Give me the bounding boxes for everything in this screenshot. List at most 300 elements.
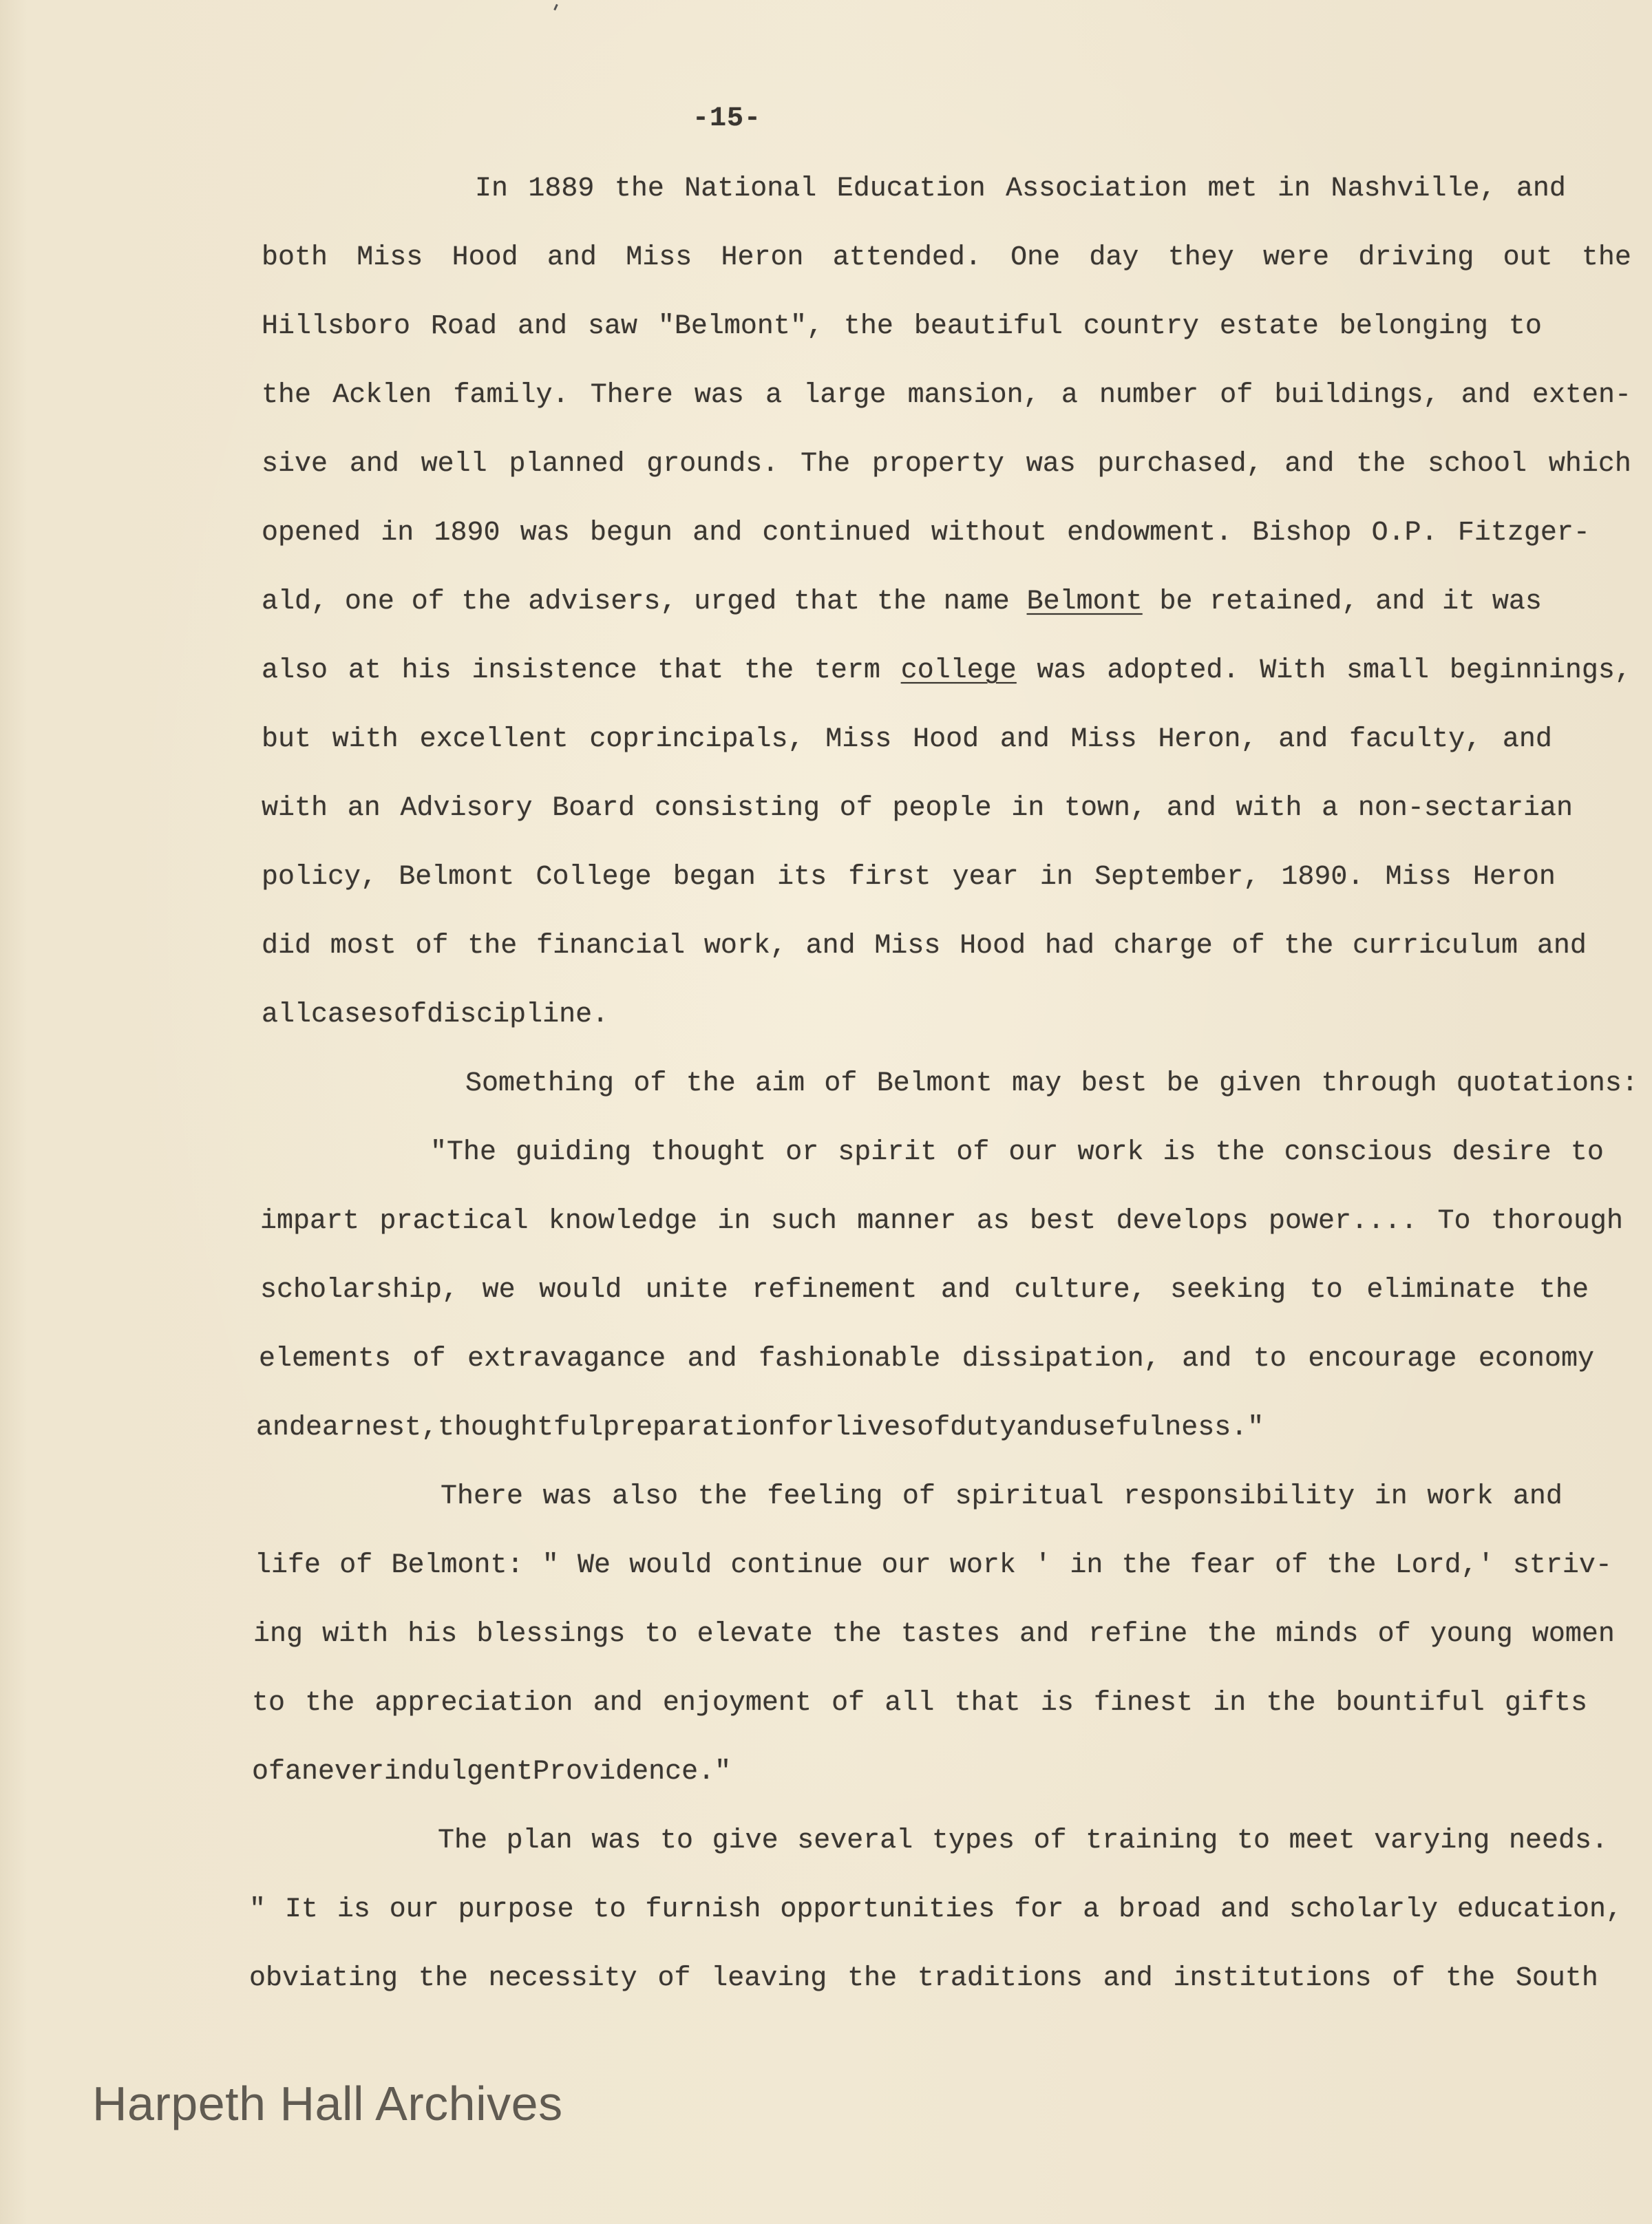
- word: ": [249, 1894, 266, 1925]
- archive-watermark: Harpeth Hall Archives: [92, 2077, 563, 2130]
- word: also: [612, 1481, 679, 1512]
- word: or: [785, 1137, 819, 1168]
- word: would: [629, 1550, 712, 1581]
- word: 1889: [528, 173, 595, 204]
- word: and: [940, 1275, 991, 1306]
- word: and: [1182, 1344, 1232, 1375]
- word: We: [577, 1550, 611, 1581]
- word: in: [381, 518, 414, 549]
- word: conscious: [1284, 1137, 1433, 1168]
- word: the: [744, 655, 794, 686]
- word: its: [777, 862, 827, 893]
- word: of: [1033, 1825, 1067, 1856]
- word: One: [1010, 242, 1061, 273]
- word: of: [394, 999, 427, 1030]
- word: buildings,: [1274, 380, 1440, 411]
- word: "The: [430, 1137, 497, 1168]
- word: through: [1321, 1068, 1437, 1099]
- word: indulgent: [384, 1757, 533, 1788]
- word: the: [1326, 1550, 1377, 1581]
- word: in: [1070, 1550, 1103, 1581]
- word: our: [1008, 1137, 1059, 1168]
- word: Heron,: [1158, 724, 1258, 755]
- word: in: [1278, 173, 1311, 204]
- word: extravagance: [467, 1344, 666, 1375]
- word: Fitzger-: [1457, 518, 1590, 549]
- word: fear: [1189, 1550, 1256, 1581]
- word: To: [1437, 1206, 1471, 1237]
- word: attended.: [832, 242, 982, 273]
- word: beginnings,: [1449, 655, 1631, 686]
- word: the: [1581, 242, 1631, 273]
- word: Advisory: [400, 793, 533, 824]
- word: also: [262, 655, 328, 686]
- word: a: [765, 380, 783, 411]
- word: his: [407, 1619, 458, 1650]
- word: best: [1081, 1068, 1147, 1099]
- word: advisers,: [528, 586, 677, 617]
- word: There: [441, 1481, 524, 1512]
- word: aim: [755, 1068, 805, 1099]
- word: varying: [1374, 1825, 1490, 1856]
- word: Board: [552, 793, 635, 824]
- word: and: [349, 449, 399, 480]
- word: enjoyment: [662, 1688, 812, 1719]
- text-line: [465, 1068, 1638, 1110]
- word: number: [1099, 380, 1199, 411]
- word: work: [949, 1550, 1016, 1581]
- word: the: [418, 1963, 468, 1994]
- word: in: [717, 1206, 751, 1237]
- word: saw: [587, 311, 637, 342]
- word: opened: [262, 518, 361, 549]
- word: small: [1346, 655, 1430, 686]
- word: College: [536, 862, 652, 893]
- word: Road: [431, 311, 498, 342]
- word: purchased,: [1097, 449, 1263, 480]
- word: develops: [1116, 1206, 1249, 1237]
- word: young: [1430, 1619, 1513, 1650]
- text-line: [260, 1206, 1623, 1247]
- word: Association: [1006, 173, 1188, 204]
- word: Heron: [1472, 862, 1556, 893]
- word: meet: [1289, 1825, 1355, 1856]
- word: was: [1026, 449, 1076, 480]
- word: consisting: [654, 793, 820, 824]
- page-number: -15-: [692, 103, 762, 134]
- word: finest: [1094, 1688, 1194, 1719]
- word: at: [348, 655, 381, 686]
- word: our: [881, 1550, 931, 1581]
- text-line: [256, 1412, 1626, 1454]
- word: ": [714, 1757, 732, 1788]
- word: Providence.: [533, 1757, 715, 1788]
- word: Miss: [357, 242, 423, 273]
- word: and: [1512, 1481, 1563, 1512]
- word: which: [1548, 449, 1631, 480]
- word: types: [931, 1825, 1015, 1856]
- word: Miss: [626, 242, 692, 273]
- word: of: [1377, 1619, 1411, 1650]
- word: beautiful: [913, 311, 1063, 342]
- word: best: [1030, 1206, 1097, 1237]
- word: obviating: [249, 1963, 399, 1994]
- word: of: [824, 1068, 858, 1099]
- word: work: [1077, 1137, 1144, 1168]
- word: and: [517, 311, 567, 342]
- word: driving: [1358, 242, 1474, 273]
- word: school: [1428, 449, 1527, 480]
- word: of: [839, 793, 873, 824]
- word: was: [694, 380, 744, 411]
- word: the: [262, 380, 312, 411]
- word: to: [1253, 1344, 1286, 1375]
- word: the: [305, 1688, 355, 1719]
- word: Bishop: [1252, 518, 1352, 549]
- word: people: [892, 793, 992, 824]
- word: the: [843, 311, 893, 342]
- word: a: [1083, 1894, 1100, 1925]
- word: to: [1508, 311, 1542, 342]
- word: institutions: [1173, 1963, 1372, 1994]
- word: to: [1570, 1137, 1604, 1168]
- word: was: [1492, 586, 1542, 617]
- text-line: [438, 1825, 1608, 1867]
- word: Hood: [960, 931, 1026, 962]
- word: "Belmont",: [657, 311, 823, 342]
- word: cases: [311, 999, 394, 1030]
- text-line: [430, 1137, 1604, 1178]
- word: blessings: [476, 1619, 626, 1650]
- word: traditions: [917, 1963, 1083, 1994]
- word: lives: [834, 1412, 918, 1443]
- word: manner: [857, 1206, 957, 1237]
- word: coprincipals,: [589, 724, 805, 755]
- word: excellent: [419, 724, 569, 755]
- word: Nashville,: [1331, 173, 1496, 204]
- word: exten-: [1532, 380, 1631, 411]
- word: was: [542, 1481, 593, 1512]
- word: Belmont: [1026, 586, 1143, 617]
- word: of: [832, 1688, 865, 1719]
- word: an: [285, 1757, 319, 1788]
- word: The: [801, 449, 851, 480]
- word: continue: [730, 1550, 863, 1581]
- word: usefulness.: [1066, 1412, 1248, 1443]
- word: power....: [1269, 1206, 1418, 1237]
- word: work: [1427, 1481, 1494, 1512]
- word: planned: [509, 449, 625, 480]
- word: Belmont: [876, 1068, 993, 1099]
- word: we: [482, 1275, 516, 1306]
- word: all: [885, 1688, 935, 1719]
- word: the: [1538, 1275, 1589, 1306]
- word: the: [1284, 931, 1334, 962]
- word: was: [520, 518, 570, 549]
- word: It: [284, 1894, 318, 1925]
- word: curriculum: [1353, 931, 1518, 962]
- word: scholarship,: [260, 1275, 459, 1306]
- word: give: [712, 1825, 779, 1856]
- word: for: [785, 1412, 835, 1443]
- word: term: [814, 655, 880, 686]
- word: to: [593, 1894, 626, 1925]
- text-line: [252, 1757, 1622, 1798]
- word: necessity: [488, 1963, 637, 1994]
- word: an: [347, 793, 381, 824]
- word: for: [1014, 1894, 1064, 1925]
- text-line: [252, 1688, 1587, 1729]
- word: urged: [694, 586, 777, 617]
- word: responsibility: [1123, 1481, 1355, 1512]
- word: 1890.: [1281, 862, 1364, 893]
- word: endowment.: [1067, 518, 1233, 549]
- word: and: [593, 1688, 643, 1719]
- word: earnest,: [306, 1412, 438, 1443]
- word: With: [1260, 655, 1326, 686]
- word: and: [1516, 173, 1566, 204]
- text-line: [262, 586, 1542, 628]
- word: grounds.: [646, 449, 779, 480]
- word: and: [1284, 449, 1335, 480]
- word: would: [539, 1275, 622, 1306]
- word: the: [614, 173, 664, 204]
- word: to: [1236, 1825, 1270, 1856]
- word: of: [902, 1481, 935, 1512]
- word: culture,: [1014, 1275, 1147, 1306]
- word: Lord,': [1395, 1550, 1494, 1581]
- word: refinement: [752, 1275, 918, 1306]
- word: is: [337, 1894, 370, 1925]
- word: of: [956, 1137, 990, 1168]
- word: seeking: [1170, 1275, 1286, 1306]
- word: elements: [259, 1344, 392, 1375]
- word: that: [954, 1688, 1021, 1719]
- word: thoughtful: [438, 1412, 604, 1443]
- word: financial: [536, 931, 686, 962]
- word: a: [1322, 793, 1339, 824]
- word: our: [389, 1894, 439, 1925]
- text-line: [262, 380, 1631, 421]
- word: without: [931, 518, 1047, 549]
- word: education,: [1457, 1894, 1622, 1925]
- word: of: [1231, 931, 1265, 962]
- word: the: [467, 931, 518, 962]
- word: life: [255, 1550, 321, 1581]
- word: ald,: [262, 586, 328, 617]
- word: September,: [1094, 862, 1260, 893]
- word: South: [1515, 1963, 1598, 1994]
- word: quotations:: [1456, 1068, 1638, 1099]
- text-line: [262, 242, 1631, 284]
- word: Belmont: [399, 862, 515, 893]
- word: O.P.: [1371, 518, 1438, 549]
- text-line: [262, 862, 1556, 903]
- word: country: [1083, 311, 1199, 342]
- word: Miss: [1385, 862, 1452, 893]
- word: was: [591, 1825, 642, 1856]
- word: the: [1356, 449, 1406, 480]
- word: they: [1167, 242, 1234, 273]
- word: that: [794, 586, 860, 617]
- word: spiritual: [955, 1481, 1104, 1512]
- word: unite: [645, 1275, 728, 1306]
- word: discipline.: [427, 999, 609, 1030]
- word: of: [1392, 1963, 1426, 1994]
- word: 1890: [434, 518, 500, 549]
- text-line: [441, 1481, 1563, 1523]
- word: ": [1247, 1412, 1264, 1443]
- word: did: [262, 931, 312, 962]
- text-line: [255, 1550, 1612, 1591]
- word: Hillsboro: [262, 311, 411, 342]
- text-line: [249, 1894, 1622, 1936]
- word: out: [1503, 242, 1553, 273]
- word: and: [1278, 724, 1328, 755]
- word: ing: [253, 1619, 304, 1650]
- word: to: [1309, 1275, 1343, 1306]
- word: to: [659, 1825, 693, 1856]
- word: purpose: [458, 1894, 574, 1925]
- word: were: [1263, 242, 1330, 273]
- text-line: [260, 1275, 1589, 1316]
- word: Acklen: [332, 380, 432, 411]
- word: Education: [836, 173, 986, 204]
- text-line: [262, 793, 1573, 834]
- word: spirit: [838, 1137, 938, 1168]
- word: of: [1220, 380, 1253, 411]
- word: plan: [506, 1825, 573, 1856]
- word: of: [339, 1550, 373, 1581]
- word: minds: [1275, 1619, 1359, 1650]
- word: charge: [1113, 931, 1213, 962]
- word: guiding: [516, 1137, 632, 1168]
- word: of: [657, 1963, 691, 1994]
- word: ': [1035, 1550, 1052, 1581]
- word: and: [687, 1344, 737, 1375]
- text-line: [262, 518, 1590, 559]
- text-line: [253, 1619, 1615, 1660]
- word: and: [1375, 586, 1426, 617]
- word: insistence: [472, 655, 637, 686]
- word: and: [1019, 1619, 1070, 1650]
- word: appreciation: [374, 1688, 573, 1719]
- word: well: [421, 449, 487, 480]
- word: in: [1213, 1688, 1247, 1719]
- word: most: [330, 931, 396, 962]
- word: gifts: [1504, 1688, 1587, 1719]
- word: of: [1275, 1550, 1309, 1581]
- word: in: [1374, 1481, 1408, 1512]
- text-line: [262, 311, 1542, 352]
- word: town,: [1063, 793, 1147, 824]
- word: bountiful: [1335, 1688, 1485, 1719]
- word: and: [805, 931, 856, 962]
- word: estate: [1219, 311, 1319, 342]
- word: of: [917, 1412, 951, 1443]
- word: given: [1219, 1068, 1302, 1099]
- word: fashionable: [759, 1344, 941, 1375]
- word: work,: [703, 931, 787, 962]
- word: and: [1502, 724, 1552, 755]
- word: retained,: [1209, 586, 1359, 617]
- word: several: [797, 1825, 913, 1856]
- word: of: [412, 1344, 446, 1375]
- word: and: [1461, 380, 1511, 411]
- word: scholarly: [1289, 1894, 1439, 1925]
- word: desire: [1452, 1137, 1552, 1168]
- word: Heron: [721, 242, 804, 273]
- word: The: [438, 1825, 488, 1856]
- word: elevate: [697, 1619, 813, 1650]
- word: belonging: [1339, 311, 1488, 342]
- word: to: [252, 1688, 286, 1719]
- word: refine: [1088, 1619, 1188, 1650]
- word: first: [848, 862, 931, 893]
- word: and: [1016, 1412, 1066, 1443]
- word: furnish: [645, 1894, 761, 1925]
- word: and: [999, 724, 1050, 755]
- word: and: [1536, 931, 1587, 962]
- word: had: [1044, 931, 1094, 962]
- word: Miss: [1070, 724, 1137, 755]
- word: of: [252, 1757, 286, 1788]
- word: ever: [318, 1757, 385, 1788]
- word: preparation: [603, 1412, 785, 1443]
- word: Hood: [452, 242, 518, 273]
- word: name: [943, 586, 1010, 617]
- ink-speck: [553, 4, 558, 10]
- word: Hood: [913, 724, 979, 755]
- word: Miss: [825, 724, 892, 755]
- word: and: [1220, 1894, 1271, 1925]
- word: feeling: [767, 1481, 883, 1512]
- word: and: [256, 1412, 306, 1443]
- word: to: [644, 1619, 678, 1650]
- word: the: [686, 1068, 736, 1099]
- word: with: [1236, 793, 1302, 824]
- word: Something: [465, 1068, 615, 1099]
- word: begun: [590, 518, 673, 549]
- word: impart: [260, 1206, 360, 1237]
- word: may: [1012, 1068, 1062, 1099]
- text-line: [262, 655, 1631, 697]
- word: family.: [453, 380, 569, 411]
- word: such: [770, 1206, 837, 1237]
- word: economy: [1478, 1344, 1594, 1375]
- word: the: [1121, 1550, 1172, 1581]
- word: as: [976, 1206, 1010, 1237]
- word: needs.: [1508, 1825, 1608, 1856]
- word: ": [542, 1550, 559, 1581]
- word: with: [262, 793, 328, 824]
- word: all: [262, 999, 312, 1030]
- word: There: [590, 380, 673, 411]
- word: the: [1266, 1688, 1316, 1719]
- word: the: [697, 1481, 748, 1512]
- word: broad: [1119, 1894, 1202, 1925]
- word: the: [1207, 1619, 1257, 1650]
- word: duty: [950, 1412, 1017, 1443]
- word: of: [411, 586, 445, 617]
- word: policy,: [262, 862, 378, 893]
- word: be: [1166, 1068, 1200, 1099]
- word: one: [344, 586, 394, 617]
- text-line: [262, 449, 1631, 490]
- word: tastes: [900, 1619, 1000, 1650]
- word: his: [401, 655, 452, 686]
- word: dissipation,: [962, 1344, 1161, 1375]
